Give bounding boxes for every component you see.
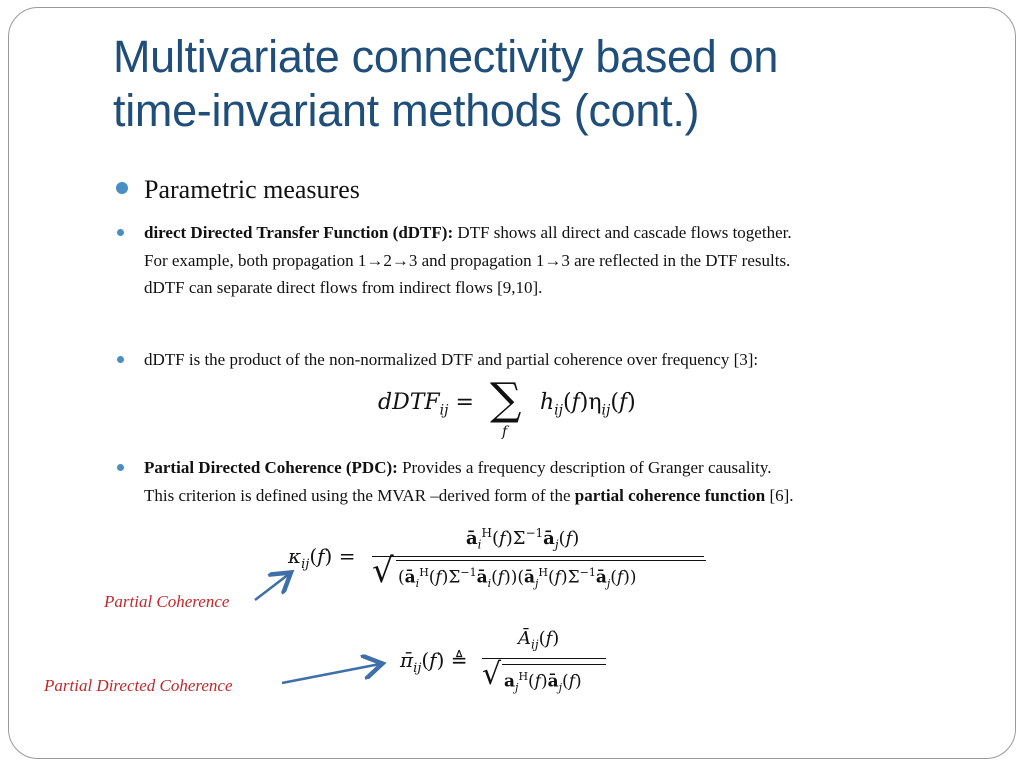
ddtf-line1: DTF shows all direct and cascade flows together.	[453, 223, 792, 242]
pdc-formula: $\pī_{ij}(f)$ ≜ $Ā_{ij}(f)$ √ $a_j^H(f)ā_j(f)$	[400, 628, 620, 704]
ddtf-line3: dDTF can separate direct flows from indirect flows [9,10].	[144, 278, 543, 297]
annotation-partial-directed-coherence: Partial Directed Coherence	[44, 676, 233, 695]
title-line-2: time-invariant methods (cont.)	[113, 85, 700, 136]
pdc-line2-end: [6].	[765, 485, 794, 505]
pdc-line2-bold: partial coherence function	[574, 485, 766, 505]
annotation-partial-coherence: Partial Coherence	[104, 592, 230, 611]
bullet-parametric-measures: Parametric measures	[144, 175, 360, 204]
ddtf-label: direct Directed Transfer Function (dDTF):	[144, 223, 454, 242]
ddtf-formula: dDTF$_{ij}$ = ∑ f $h_{ij}(f)\eta_{ij}(f)$	[378, 374, 636, 440]
partial-coherence-formula: $\kappa_{ij}(f)$ = $ā_i^H(f)\Sigma^{-1}ā_j(f)$ √ $(ā_i^H(f)\Sigma^{-1}ā_i(f))(ā_j^H(f)\Sigma^{-1}ā_j(f))$	[288, 524, 708, 604]
title-line-1: Multivariate connectivity based on	[113, 31, 779, 82]
ddtf-product-paragraph: dDTF is the product of the non-normalized DTF and partial coherence over frequency [3]:	[144, 350, 759, 369]
ddtf-line2: For example, both propagation 1→2→3 and propagation 1→3 are reflected in the DTF results.	[144, 250, 791, 270]
pdc-line2-start: This criterion is defined using the MVAR –derived form of the	[144, 485, 575, 505]
arrow-to-partial-coherence	[255, 574, 289, 600]
pdc-label: Partial Directed Coherence (PDC):	[144, 458, 398, 477]
arrow-to-pdc	[282, 664, 380, 683]
pdc-line1: Provides a frequency description of Granger causality.	[397, 458, 772, 477]
